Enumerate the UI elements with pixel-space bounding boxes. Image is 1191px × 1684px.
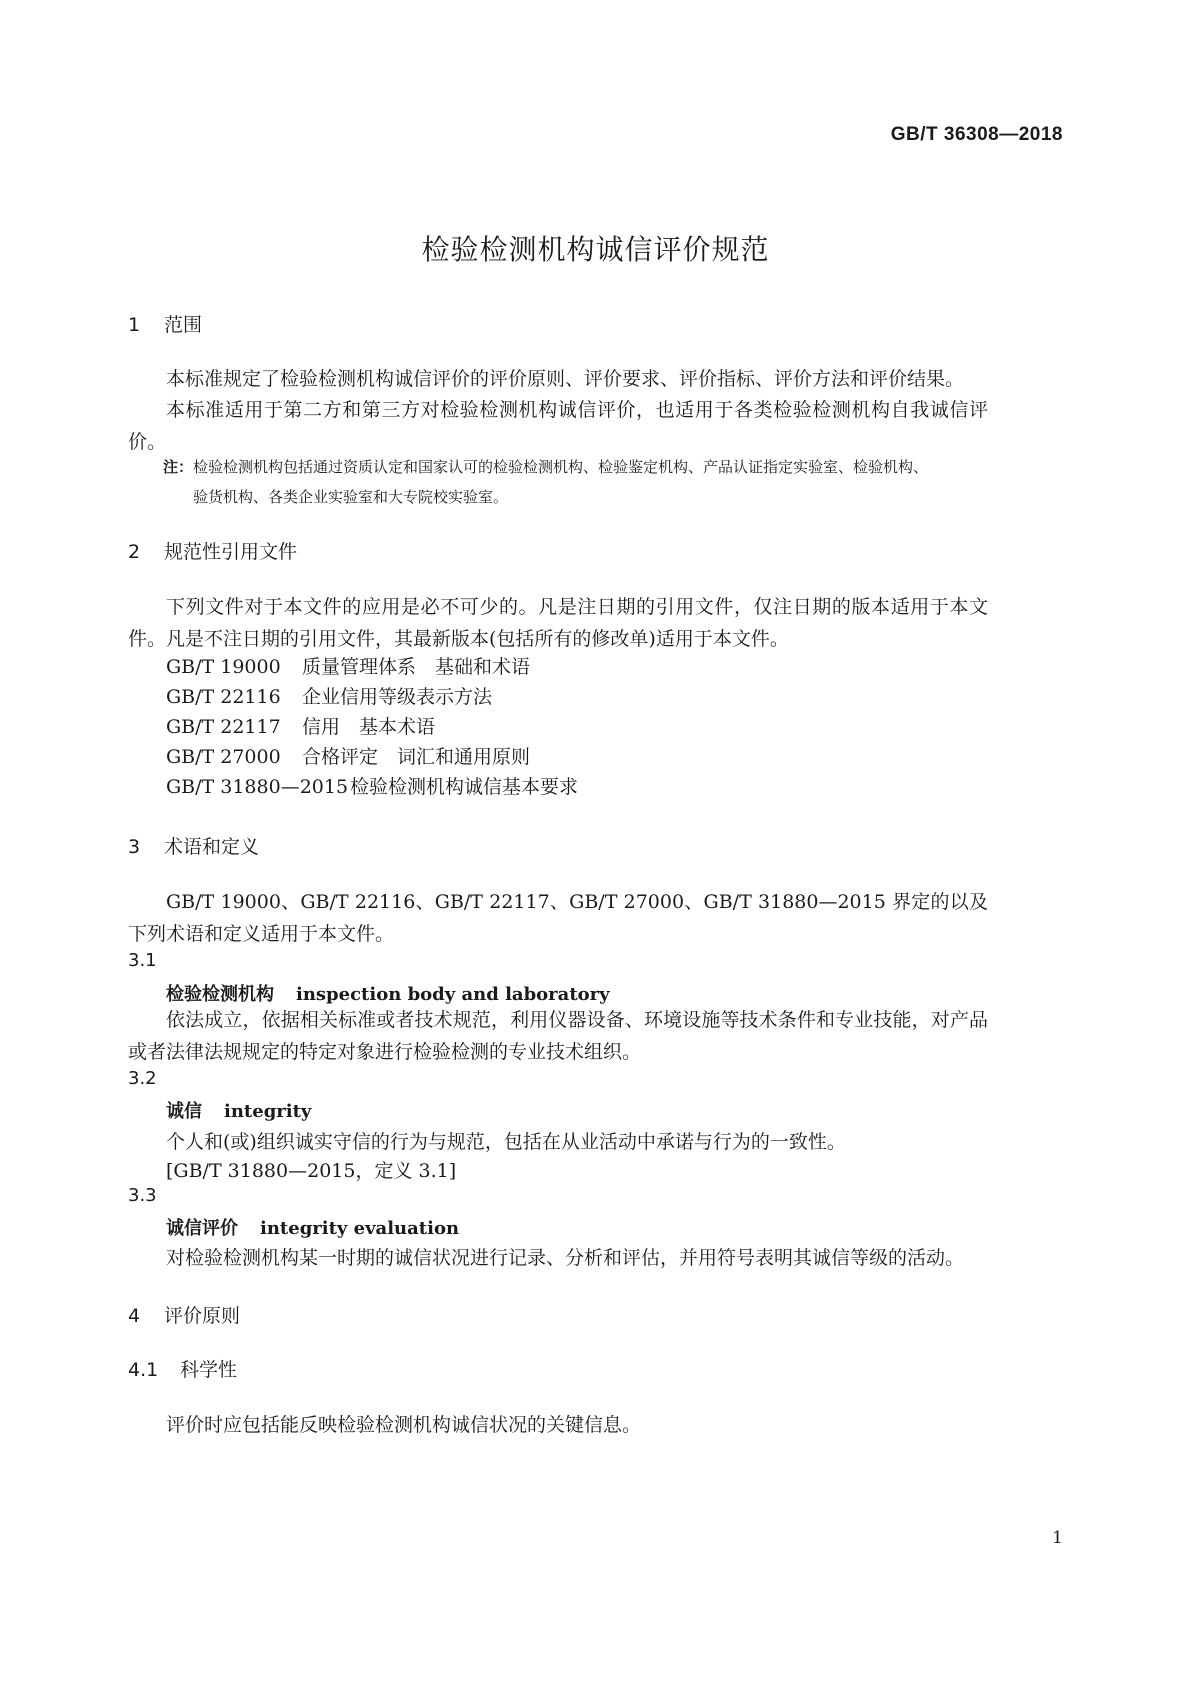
scope-paragraph-1: 本标准规定了检验检测机构诚信评价的评价原则、评价要求、评价指标、评价方法和评价结果。	[166, 368, 965, 390]
reference-title: 信用 基本术语	[302, 716, 436, 738]
section-title: 术语和定义	[164, 836, 260, 858]
note-label: 注：	[163, 458, 194, 476]
section-title: 范围	[164, 314, 203, 336]
section-title: 评价原则	[164, 1305, 241, 1327]
subsection-paragraph: 评价时应包括能反映检验检测机构诚信状况的关键信息。	[166, 1414, 642, 1436]
page-number: 1	[1052, 1528, 1063, 1548]
section-3-heading	[128, 832, 259, 859]
note-text-line-1: 检验检测机构包括通过资质认定和国家认可的检验检测机构、检验鉴定机构、产品认证指定实验室、检验机构、	[193, 458, 929, 476]
reference-item	[166, 742, 530, 769]
term-number: 3.3	[128, 1185, 157, 1206]
reference-item	[166, 682, 492, 709]
reference-item	[166, 712, 435, 739]
term-title	[166, 1214, 459, 1240]
subsection-number: 4.1	[128, 1359, 159, 1381]
term-title	[166, 980, 610, 1006]
normative-references-paragraph: 下列文件对于本文件的应用是必不可少的。凡是注日期的引用文件，仅注日期的版本适用于本文件。凡是不注日期的引用文件，其最新版本(包括所有的修改单)适用于本文件。	[128, 596, 988, 650]
term-en: integrity evaluation	[260, 1218, 460, 1239]
note-text-line-2: 验货机构、各类企业实验室和大专院校实验室。	[193, 488, 509, 506]
reference-title: 检验检测机构诚信基本要求	[350, 776, 579, 798]
reference-code: GB/T 27000	[166, 746, 281, 768]
term-title	[166, 1097, 311, 1123]
term-number: 3.1	[128, 950, 157, 971]
scope-paragraph-2: 本标准适用于第二方和第三方对检验检测机构诚信评价，也适用于各类检验检测机构自我诚信评价。	[128, 399, 988, 453]
reference-title: 质量管理体系 基础和术语	[302, 656, 531, 678]
section-number: 1	[128, 314, 141, 336]
reference-code: GB/T 22116	[166, 686, 281, 708]
term-en: integrity	[224, 1101, 312, 1122]
reference-item	[166, 652, 530, 679]
section-number: 3	[128, 836, 141, 858]
section-title: 规范性引用文件	[164, 541, 298, 563]
scope-note	[163, 452, 993, 512]
reference-code: GB/T 19000	[166, 656, 281, 678]
term-en: inspection body and laboratory	[296, 984, 610, 1005]
reference-item	[166, 772, 578, 799]
subsection-title: 科学性	[180, 1359, 238, 1381]
terms-intro-paragraph: GB/T 19000、GB/T 22116、GB/T 22117、GB/T 27000、GB/T 31880—2015 界定的以及下列术语和定义适用于本文件。	[128, 891, 988, 945]
term-zh: 诚信评价	[166, 1218, 238, 1239]
section-1-heading	[128, 310, 202, 337]
section-2-heading	[128, 537, 297, 564]
term-zh: 诚信	[166, 1101, 202, 1122]
reference-title: 合格评定 词汇和通用原则	[302, 746, 531, 768]
standard-code: GB/T 36308—2018	[890, 124, 1063, 145]
reference-title: 企业信用等级表示方法	[302, 686, 493, 708]
term-definition: 对检验检测机构某一时期的诚信状况进行记录、分析和评估，并用符号表明其诚信等级的活动。	[166, 1247, 965, 1269]
reference-code: GB/T 31880—2015	[166, 776, 349, 798]
section-4-heading	[128, 1301, 240, 1328]
term-source: [GB/T 31880—2015，定义 3.1]	[166, 1160, 457, 1182]
term-number: 3.2	[128, 1068, 157, 1089]
reference-code: GB/T 22117	[166, 716, 281, 738]
section-number: 2	[128, 541, 141, 563]
subsection-4-1-heading	[128, 1355, 237, 1382]
document-title: 检验检测机构诚信评价规范	[421, 233, 770, 266]
section-number: 4	[128, 1305, 141, 1327]
term-definition: 依法成立，依据相关标准或者技术规范，利用仪器设备、环境设施等技术条件和专业技能，对产品或者法律法规规定的特定对象进行检验检测的专业技术组织。	[128, 1009, 988, 1063]
term-definition: 个人和(或)组织诚实守信的行为与规范，包括在从业活动中承诺与行为的一致性。	[166, 1131, 846, 1153]
term-zh: 检验检测机构	[166, 984, 274, 1005]
